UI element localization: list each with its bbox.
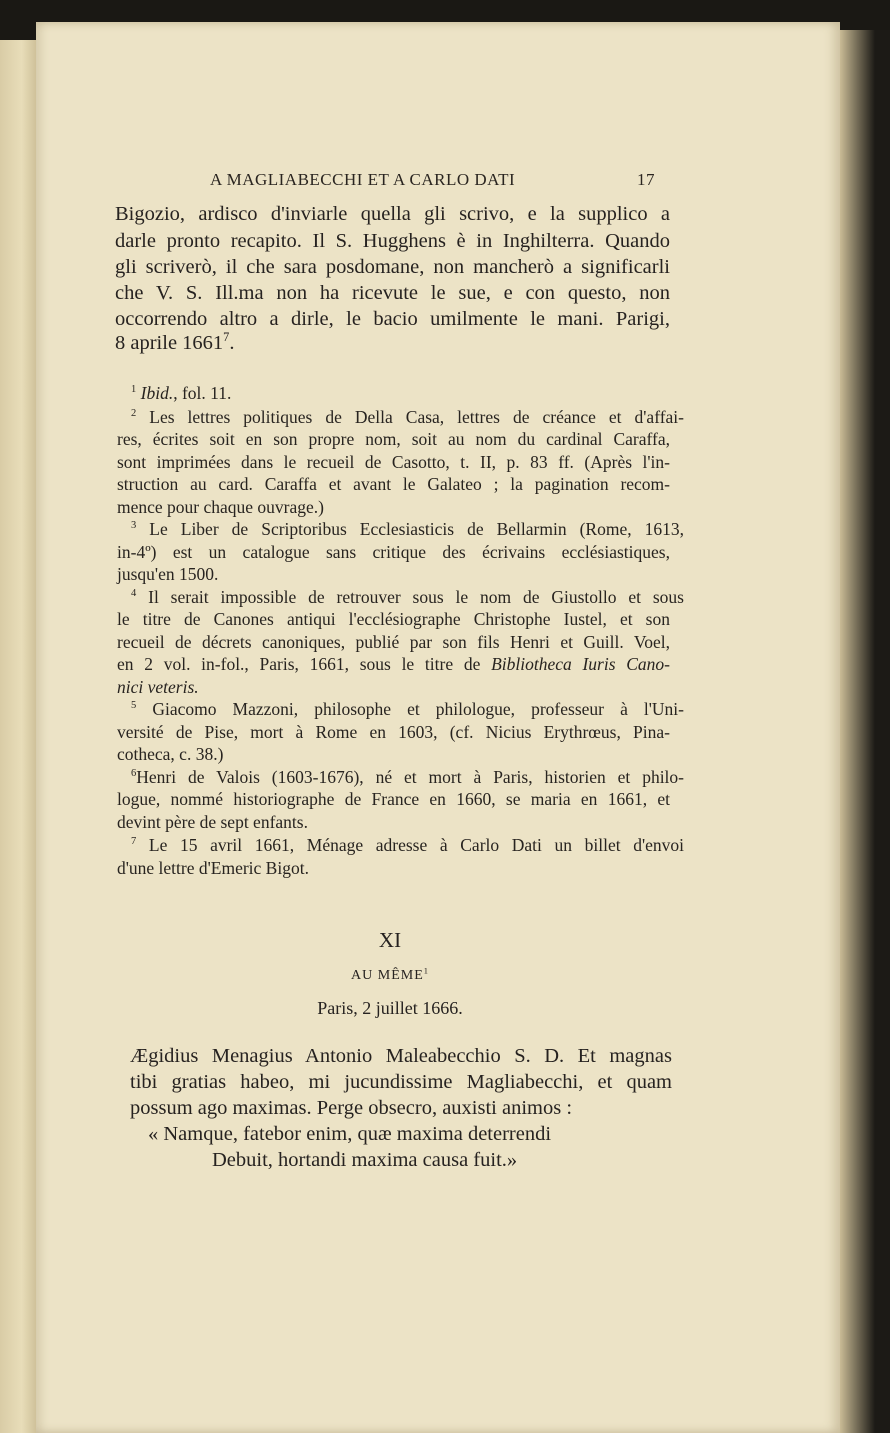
running-header (210, 170, 655, 192)
verse-line: « Namque, fatebor enim, quæ maxima deterrendi (148, 1123, 552, 1145)
section-addressee: AU MÊME$^1$ (351, 966, 429, 983)
letter-closing-date: 8 aprile 1661$^7$. (115, 330, 235, 354)
letter-line: tibi gratias habeo, mi jucundissime Magliabecchi, et quam (130, 1071, 672, 1093)
footnote-2: $^2$ Les lettres politiques de Della Casa, lettres de créance et d'affai- (131, 407, 684, 427)
footnote-line: in-4º) est un catalogue sans critique des écrivains ecclésiastiques, (117, 542, 670, 562)
footnote-7: $^7$ Le 15 avril 1661, Ménage adresse à Carlo Dati un billet d'envoi (131, 835, 684, 855)
letter-line: Ægidius Menagius Antonio Maleabecchio S. D. Et magnas (130, 1045, 672, 1067)
footnote-line: recueil de décrets canoniques, publié par son fils Henri et Guill. Voel, (117, 632, 670, 652)
dateline: Paris, 2 juillet 1666. (317, 998, 463, 1018)
footnote-line: le titre de Canones antiqui l'ecclésiographe Christophe Iustel, et son (117, 609, 670, 629)
footnote-line: sont imprimées dans le recueil de Casotto, t. II, p. 83 ff. (Après l'in- (117, 452, 670, 472)
footnote-line: en 2 vol. in-fol., Paris, 1661, sous le titre de Bibliotheca Iuris Cano- (117, 654, 670, 674)
footnote-line: logue, nommé historiographe de France en 1660, se maria en 1661, et (117, 789, 670, 809)
footnote-5: $^5$ Giacomo Mazzoni, philosophe et philologue, professeur à l'Uni- (131, 699, 685, 719)
facing-page-edge (0, 40, 36, 1433)
footnote-ref: 7 (223, 330, 230, 345)
footnote-line: d'une lettre d'Emeric Bigot. (117, 858, 309, 878)
footnote-6: $^6$Henri de Valois (1603-1676), né et mort à Paris, historien et philo- (131, 767, 684, 787)
footnote-line: devint père de sept enfants. (117, 812, 308, 832)
footnote-line: nici veteris. (117, 677, 199, 697)
page-number: 17 (637, 170, 655, 189)
footnote-line: res, écrites soit en son propre nom, soit au nom du cardinal Caraffa, (117, 429, 670, 449)
footnote-line: mence pour chaque ouvrage.) (117, 497, 324, 517)
footnote-ref: 1 (423, 966, 429, 976)
footnote-1: $^1$ Ibid., fol. 11. (131, 383, 232, 403)
footnote-line: cotheca, c. 38.) (117, 744, 224, 764)
footnote-line: versité de Pise, mort à Rome en 1603, (cf. Nicius Erythrœus, Pina- (117, 722, 670, 742)
running-title: A MAGLIABECCHI ET A CARLO DATI (210, 170, 516, 189)
verse-line: Debuit, hortandi maxima causa fuit.» (212, 1149, 518, 1171)
footnote-3: $^3$ Le Liber de Scriptoribus Ecclesiasticis de Bellarmin (Rome, 1613, (131, 519, 685, 539)
letter-line: occorrendo altro a dirle, le bacio umilmente le mani. Parigi, (115, 308, 670, 330)
letter-line: Bigozio, ardisco d'inviarle quella gli scrivo, e la supplico a (115, 203, 670, 225)
letter-line: che V. S. Ill.ma non ha ricevute le sue, e con questo, non (115, 282, 670, 304)
letter-line: possum ago maximas. Perge obsecro, auxisti animos : (130, 1097, 573, 1119)
footnote-4: $^4$ Il serait impossible de retrouver sous le nom de Giustollo et sous (131, 587, 684, 607)
section-numeral: XI (378, 928, 402, 952)
footnote-line: struction au card. Caraffa et avant le Galateo ; la pagination recom- (117, 474, 670, 494)
footnote-line: jusqu'en 1500. (117, 564, 219, 584)
letter-line: gli scriverò, il che sara posdomane, non mancherò a significarli (115, 256, 670, 278)
book-edge-shadow (840, 30, 890, 1433)
letter-line: darle pronto recapito. Il S. Hugghens è in Inghilterra. Quando (115, 230, 670, 252)
